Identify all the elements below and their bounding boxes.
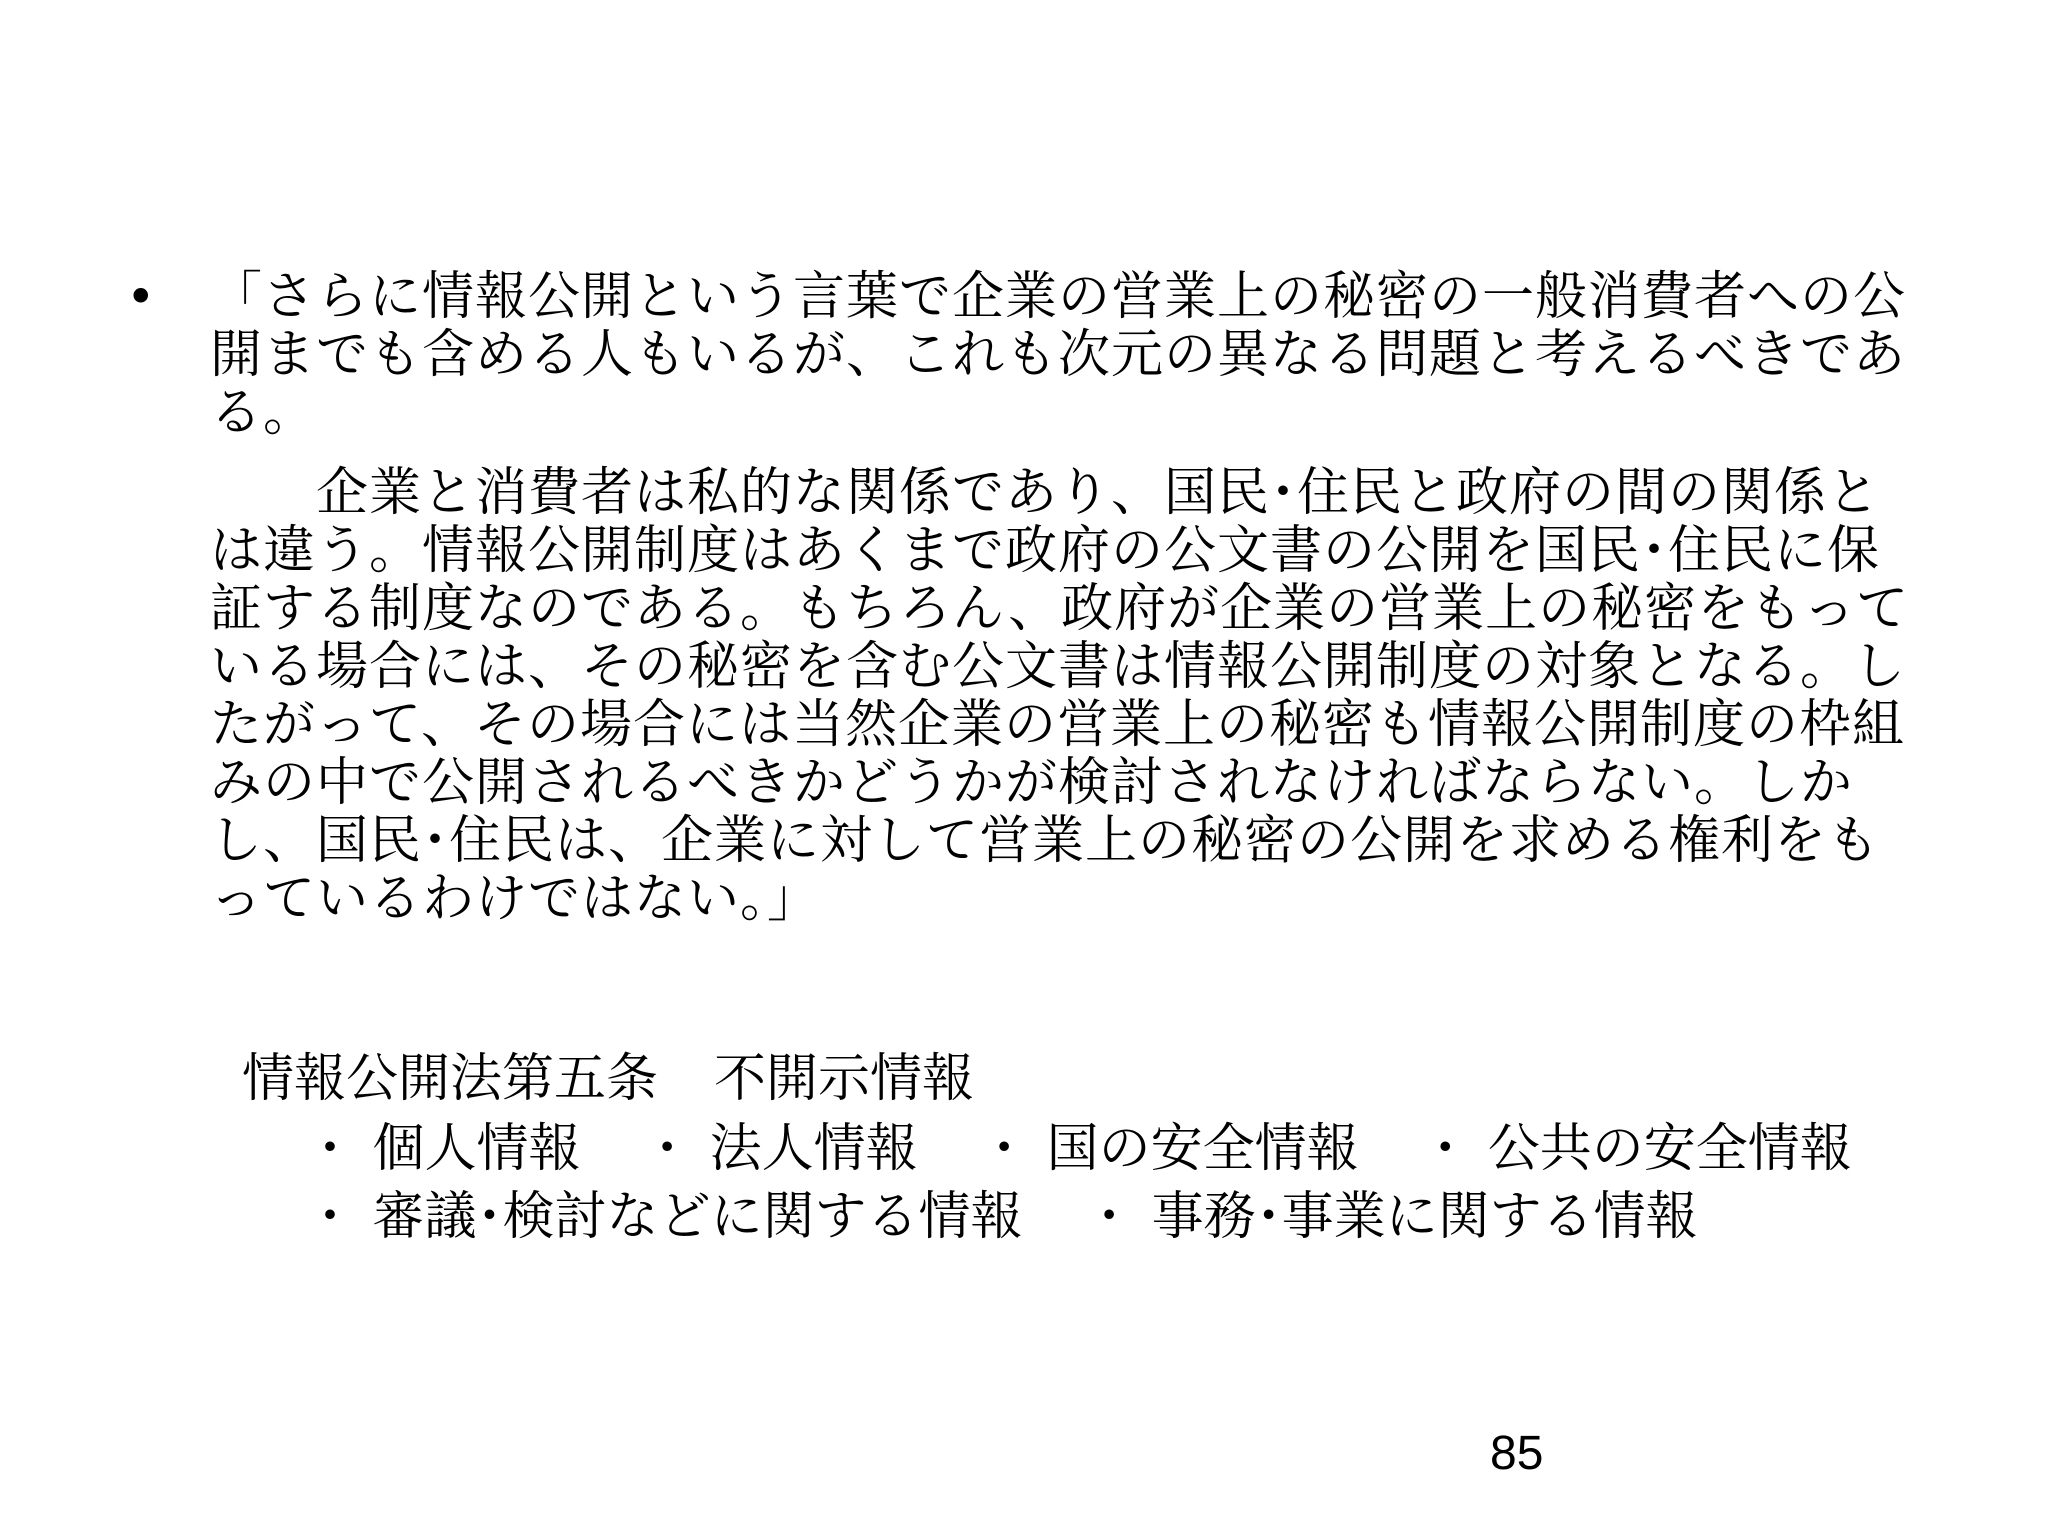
law-item: ・ 審議･検討などに関する情報 [304, 1187, 1023, 1247]
law-title: 情報公開法第五条 [242, 1049, 659, 1109]
quote-paragraph-1: 「さらに情報公開という言葉で企業の営業上の秘密の一般消費者への公開までも含める人もいるが、これも次元の異なる問題と考えるべきである。 [210, 267, 1907, 443]
law-item-row-2 [304, 1188, 2002, 1246]
quote-text [210, 268, 1920, 928]
law-section [242, 1050, 2002, 1256]
law-item: ・ 国の安全情報 [978, 1119, 1359, 1179]
law-item: ・ 個人情報 [304, 1119, 581, 1179]
bullet-marker: • [126, 268, 156, 326]
law-item: ・ 公共の安全情報 [1419, 1119, 1852, 1179]
law-subtitle: 不開示情報 [714, 1049, 975, 1109]
law-heading [242, 1050, 2002, 1108]
law-item: ・ 法人情報 [641, 1119, 918, 1179]
law-item: ・ 事務･事業に関する情報 [1083, 1187, 1698, 1247]
page-number: 85 [1490, 1427, 1544, 1480]
quote-paragraph-2: 企業と消費者は私的な関係であり、国民･住民と政府の間の関係とは違う。情報公開制度はあくまで政府の公文書の公開を国民･住民に保証する制度なのである。もちろん、政府が企業の営業上の秘密をもっている場合には、その秘密を含む公文書は情報公開制度の対象となる。したがって、その場合には当然企業の営業上の秘密も情報公開制度の枠組みの中で公開されるべきかどうかが検討されなければならない。しかし、国民･住民は、企業に対して営業上の秘密の公開を求める権利をもっているわけではない。」 [210, 463, 1910, 929]
law-item-list [304, 1120, 2002, 1246]
law-item-row-1 [304, 1120, 2002, 1178]
